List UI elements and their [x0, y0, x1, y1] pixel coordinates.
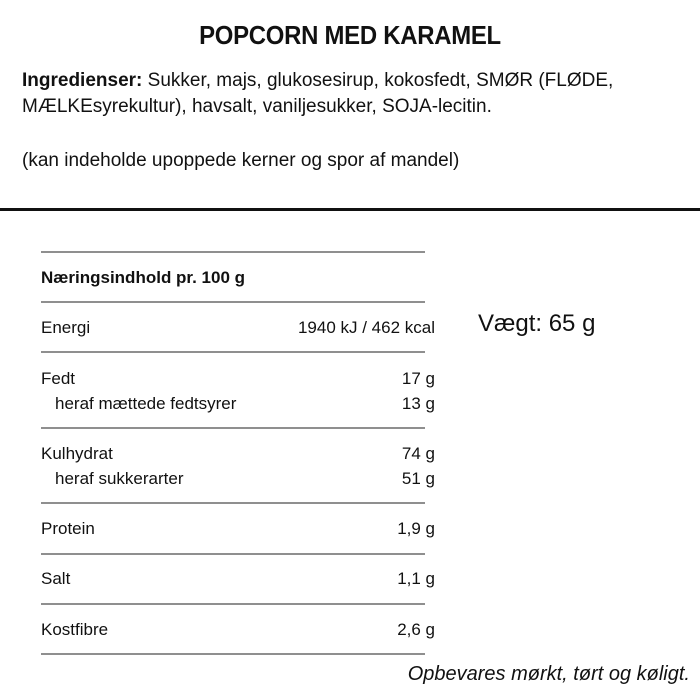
storage-instructions: Opbevares mørkt, tørt og køligt. — [407, 663, 690, 685]
ingredients-section — [22, 68, 682, 120]
allergen-note: (kan indeholde upoppede kerner og spor af mandel) — [22, 150, 460, 171]
nutrient-value: 51 g — [401, 469, 435, 488]
nutrient-value: 2,6 g — [397, 620, 435, 639]
net-weight: Vægt: 65 g — [478, 310, 596, 337]
nutrient-name: Kulhydrat — [41, 444, 113, 463]
section-divider — [0, 208, 700, 211]
nutrient-value: 1,9 g — [397, 519, 435, 538]
nutrient-value: 13 g — [401, 394, 435, 413]
table-rule — [41, 301, 425, 303]
nutrient-name: Kostfibre — [41, 620, 109, 639]
nutrient-name: Salt — [41, 569, 71, 588]
nutrition-header: Næringsindhold pr. 100 g — [41, 268, 246, 287]
nutrient-name: Protein — [41, 519, 95, 538]
nutrient-name: heraf mættede fedtsyrer — [55, 394, 237, 413]
nutrient-value: 74 g — [401, 444, 435, 463]
nutrient-name: Fedt — [41, 369, 76, 388]
table-rule — [41, 653, 425, 655]
nutrient-value: 1940 kJ / 462 kcal — [297, 318, 435, 337]
nutrient-value: 17 g — [401, 369, 435, 388]
table-rule — [41, 553, 425, 555]
table-rule — [41, 427, 425, 429]
table-rule — [41, 251, 425, 253]
table-rule — [41, 502, 425, 504]
ingredients-label: Ingredienser: — [22, 70, 143, 91]
nutrient-name: heraf sukkerarter — [55, 469, 184, 488]
table-rule — [41, 351, 425, 353]
nutrient-value: 1,1 g — [397, 569, 435, 588]
nutrient-name: Energi — [41, 318, 91, 337]
product-title: POPCORN MED KARAMEL — [199, 20, 501, 50]
ingredients-text: Sukker, majs, glukosesirup, kokosfedt, SMØR (FLØDE, MÆLKEsyrekultur), havsalt, vaniljesukker, SOJA-lecitin. — [22, 70, 614, 117]
table-rule — [41, 603, 425, 605]
